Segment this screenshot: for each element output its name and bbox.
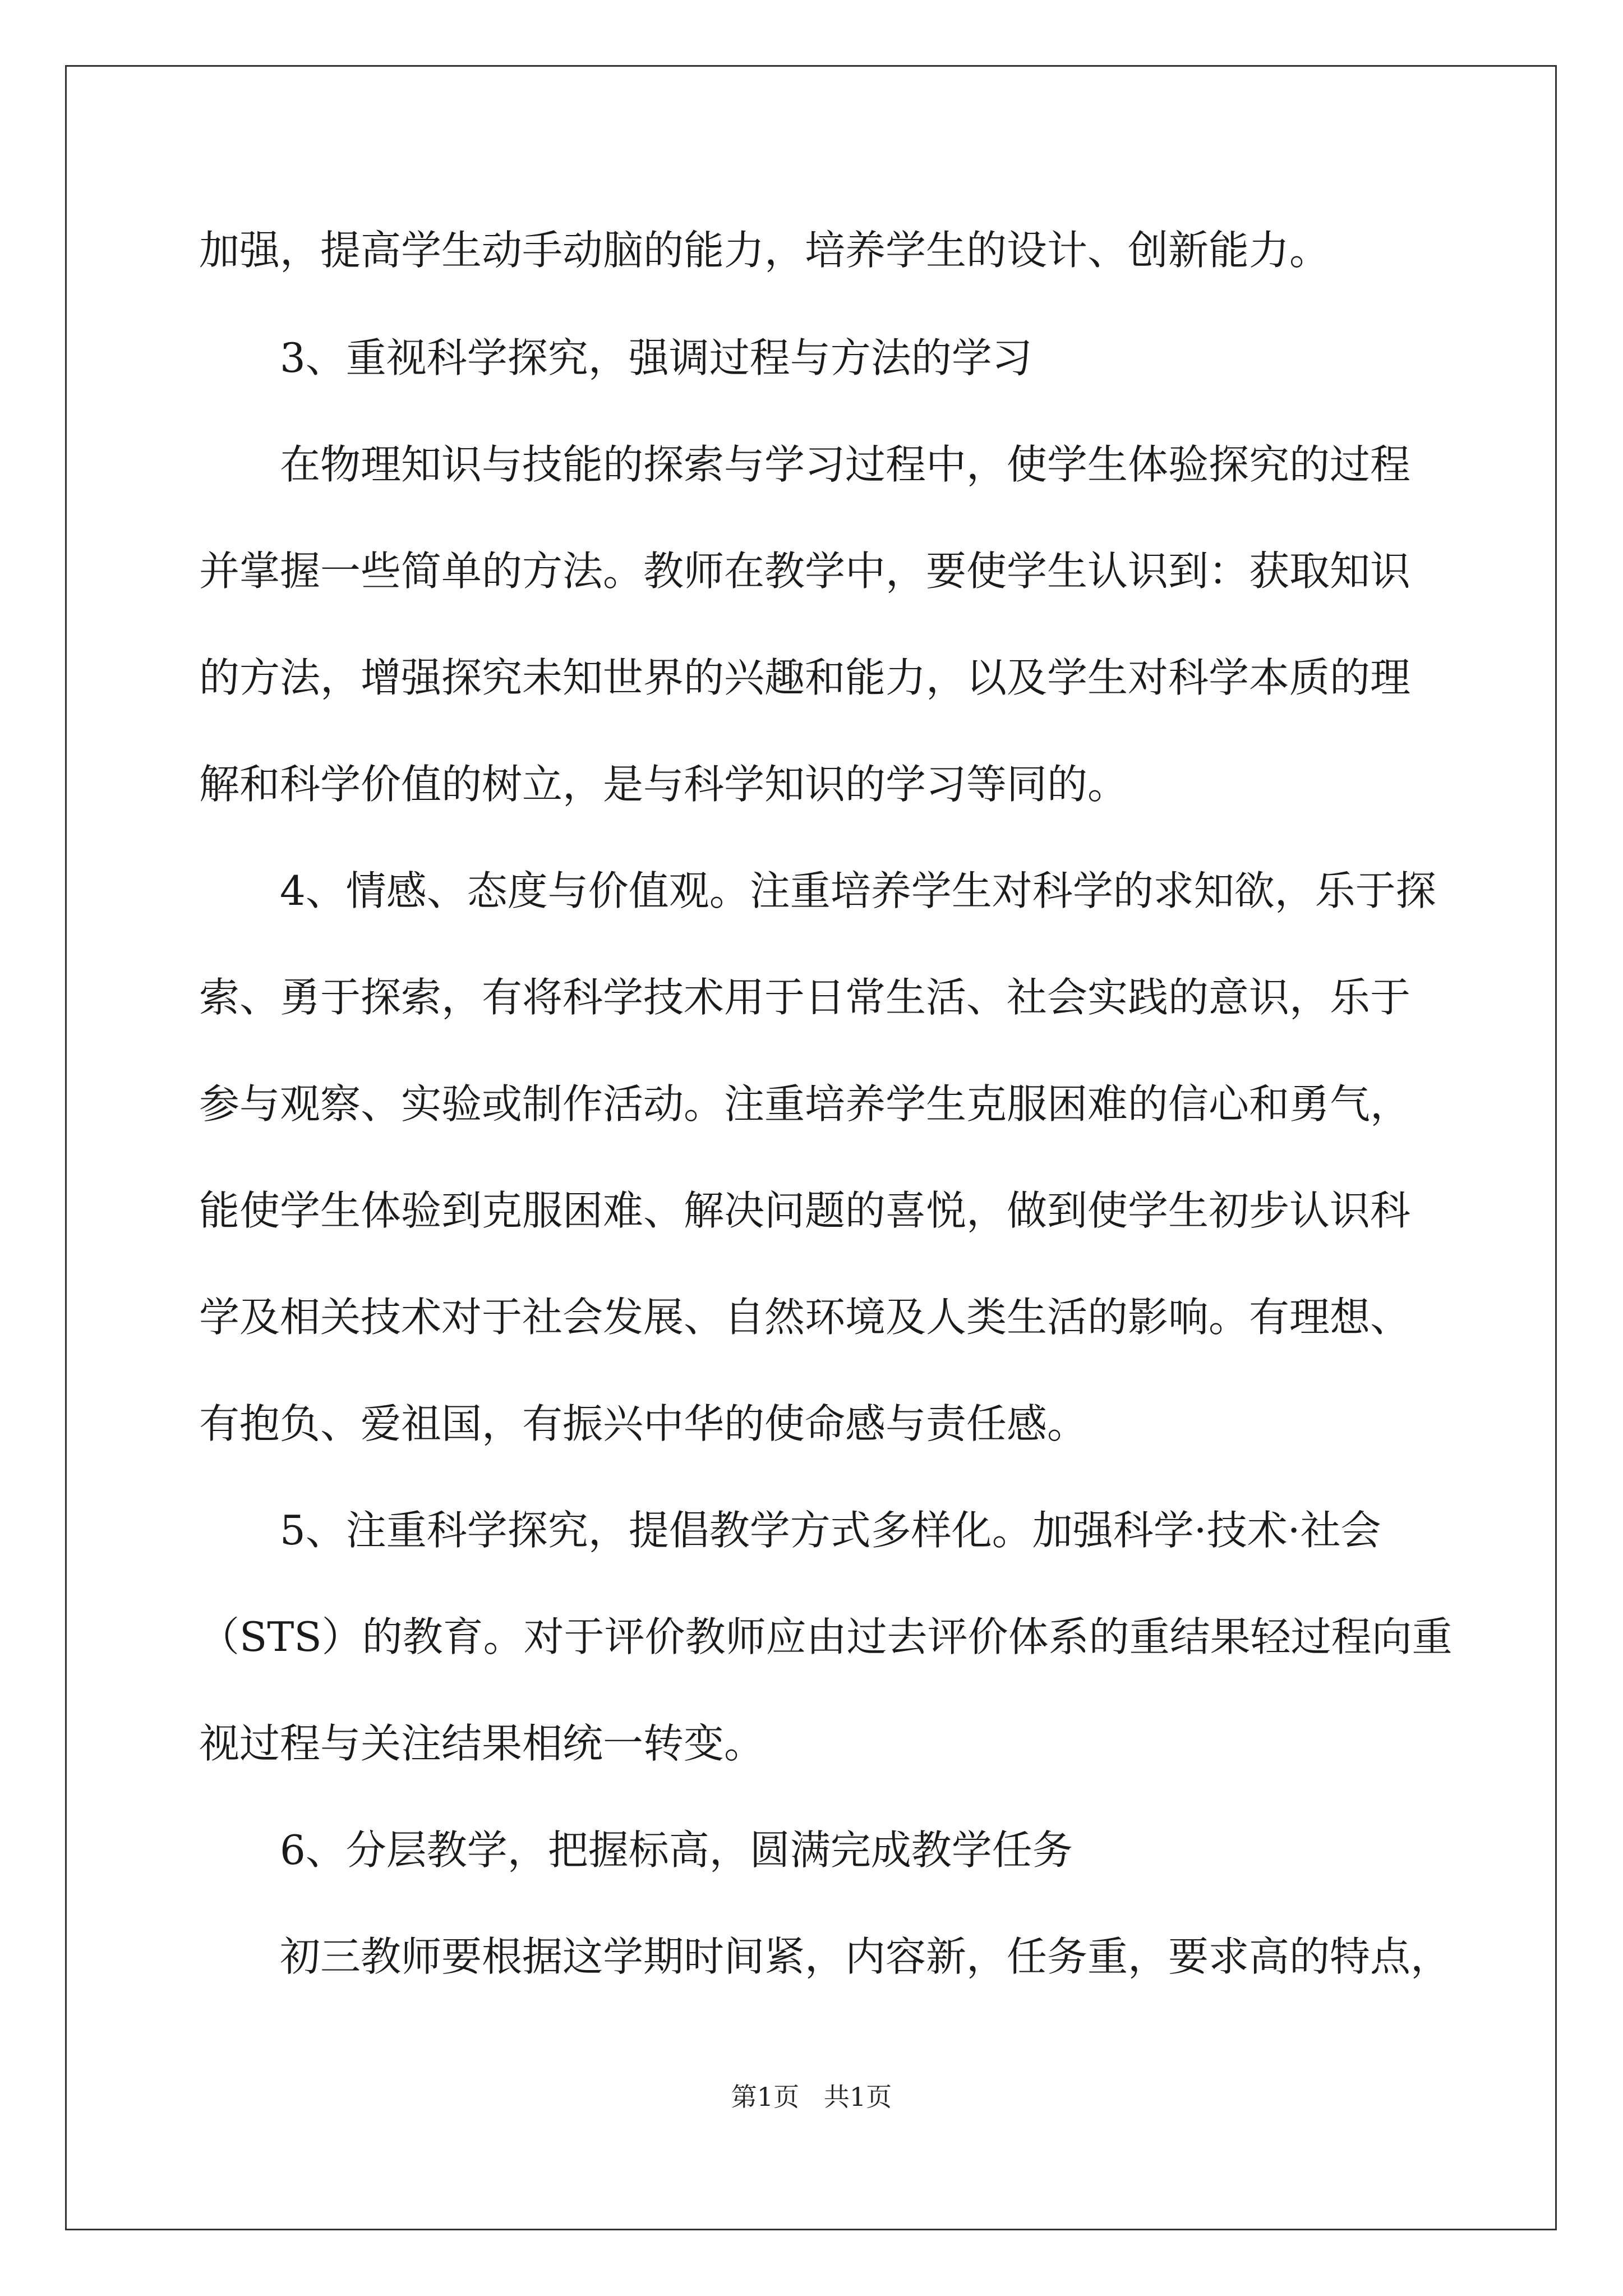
section-heading-6: 6、分层教学，把握标高，圆满完成教学任务 [280, 1826, 1073, 1874]
section-heading-5: 5、注重科学探究，提倡教学方式多样化。加强科学·技术·社会 [280, 1507, 1381, 1554]
text-line: 加强，提高学生动手动脑的能力，培养学生的设计、创新能力。 [199, 227, 1330, 274]
text-line: 有抱负、爱祖国，有振兴中华的使命感与责任感。 [199, 1400, 1088, 1447]
text-line: 初三教师要根据这学期时间紧，内容新，任务重，要求高的特点， [280, 1933, 1451, 1980]
page-footer: 第1页 共1页 [731, 2082, 892, 2112]
text-line: （STS）的教育。对于评价教师应由过去评价体系的重结果轻过程向重 [199, 1613, 1453, 1660]
section-heading-3: 3、重视科学探究，强调过程与方法的学习 [280, 334, 1032, 381]
section-heading-4: 4、情感、态度与价值观。注重培养学生对科学的求知欲，乐于探 [280, 867, 1436, 914]
text-line: 参与观察、实验或制作活动。注重培养学生克服困难的信心和勇气， [199, 1080, 1411, 1128]
text-line: 解和科学价值的树立，是与科学知识的学习等同的。 [199, 761, 1128, 808]
page-border [65, 65, 1557, 2230]
text-line: 视过程与关注结果相统一转变。 [199, 1720, 765, 1767]
text-line: 索、勇于探索，有将科学技术用于日常生活、社会实践的意识，乐于 [199, 974, 1411, 1021]
text-line: 学及相关技术对于社会发展、自然环境及人类生活的影响。有理想、 [199, 1294, 1411, 1341]
text-line: 能使学生体验到克服困难、解决问题的喜悦，做到使学生初步认识科 [199, 1187, 1411, 1234]
text-line: 的方法，增强探究未知世界的兴趣和能力，以及学生对科学本质的理 [199, 654, 1411, 701]
text-line: 在物理知识与技能的探索与学习过程中，使学生体验探究的过程 [280, 441, 1411, 488]
text-line: 并掌握一些简单的方法。教师在教学中，要使学生认识到：获取知识 [199, 547, 1411, 595]
